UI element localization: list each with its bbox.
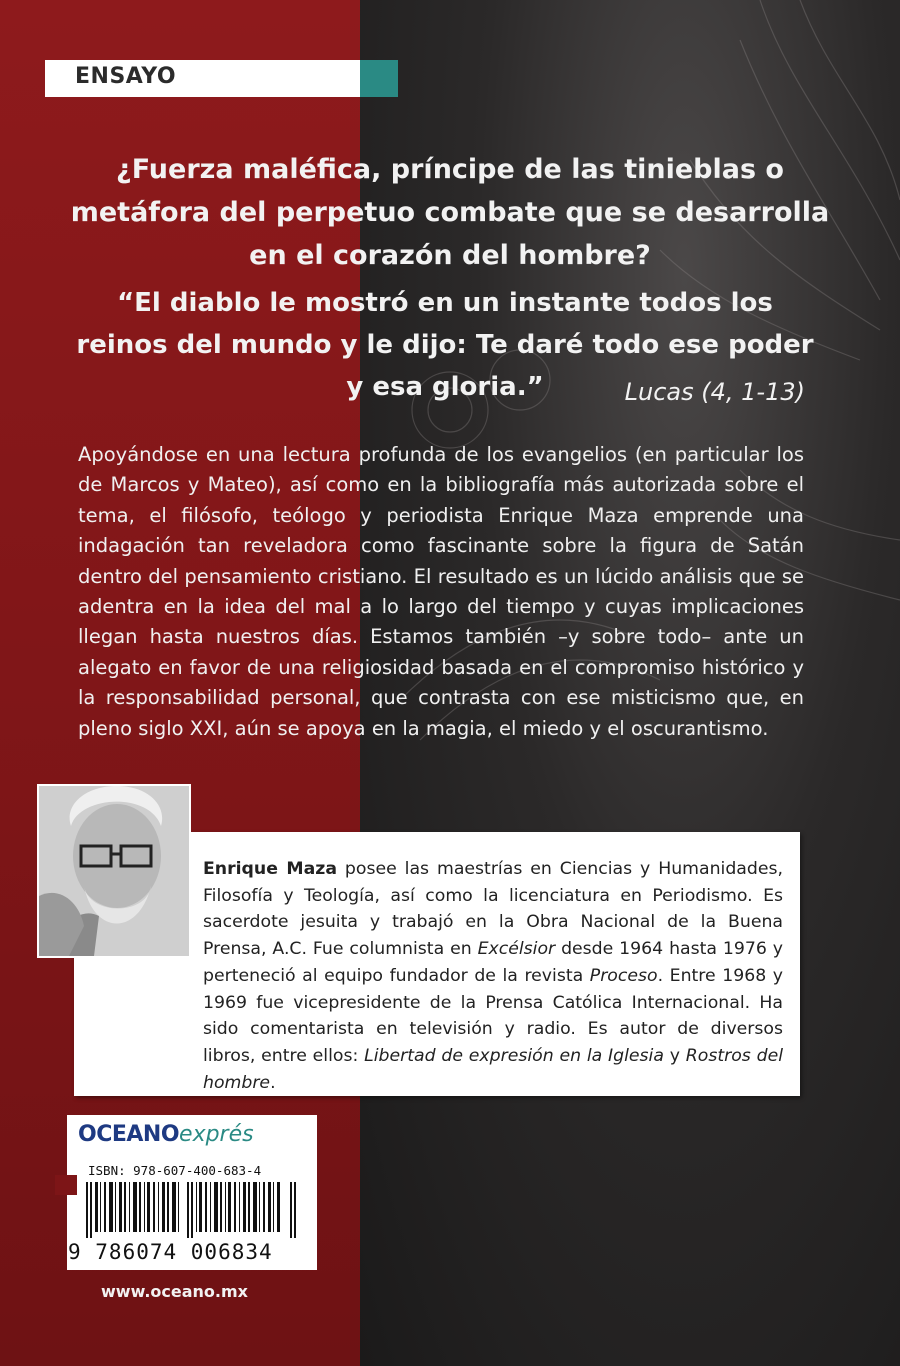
quote-citation: Lucas (4, 1-13) — [624, 378, 805, 406]
author-bio-text: . Entre 1968 y 1969 fue vicepresidente de la Prensa Católica Internacional. Ha sido comentarista en televisión y radio. Es autor de diversos libros, entre ellos: — [203, 965, 783, 1066]
book-synopsis: Apoyándose en una lectura profunda de los evangelios (en particular los de Marcos y Mateo), así como en la bibliografía más autorizada sobre el tema, el filósofo, teólogo y periodista Enrique Maza emprende una indagación tan reveladora como fascinante sobre la figura de Satán dentro del pensamiento cristiano. El resultado es un lúcido análisis que se adentra en la idea del mal a lo largo del tiempo y cuyas implicaciones llegan hasta nuestros días. Estamos también –y sobre todo– ante un alegato en favor de una religiosidad basada en el compromiso histórico y la responsabilidad personal, que contrasta con ese misticismo que, en pleno siglo XXI, aún se apoya en la magia, el miedo y el oscurantismo. — [78, 443, 804, 740]
author-bio-text: posee las maestrías en Ciencias y Humanidades, Filosofía y Teología, así como la licenciatura en Periodismo. Es sacerdote jesuita y trabajó en la Obra Nacional de la Buena Prensa, A.C. Fue columnista en — [203, 859, 783, 960]
author-bio-first-lines — [203, 856, 783, 1096]
author-name: Enrique Maza — [203, 859, 337, 879]
magazine-title: Proceso — [589, 965, 658, 986]
headline: ¿Fuerza maléfica, príncipe de las tinieblas o metáfora del perpetuo combate que se desarrolla en el corazón del hombre? — [70, 154, 830, 271]
publisher-logo — [78, 1122, 254, 1147]
author-bio-text: desde 1964 hasta 1976 y perteneció al equipo fundador de la revista — [203, 939, 783, 986]
publisher-brand: OCEANO — [78, 1122, 180, 1147]
barcode — [86, 1182, 296, 1238]
author-bio-text: y — [663, 1045, 686, 1066]
newspaper-title: Excélsior — [477, 939, 556, 960]
book-title: Libertad de expresión en la Iglesia — [364, 1045, 664, 1066]
barcode-number: 9 786074 006834 — [68, 1240, 273, 1264]
category-label: ENSAYO — [75, 64, 177, 89]
bible-quote: “El diablo le mostró en un instante todos los reinos del mundo y le dijo: Te daré todo ese poder y esa gloria.” — [76, 288, 814, 402]
author-photo — [37, 784, 191, 958]
category-accent — [360, 60, 398, 97]
publisher-website: www.oceano.mx — [101, 1282, 248, 1301]
publisher-suffix: exprés — [179, 1122, 254, 1147]
book-title: Rostros del hombre — [203, 1045, 784, 1093]
author-bio-text: . — [270, 1072, 276, 1093]
isbn-label: ISBN: 978-607-400-683-4 — [88, 1163, 262, 1178]
